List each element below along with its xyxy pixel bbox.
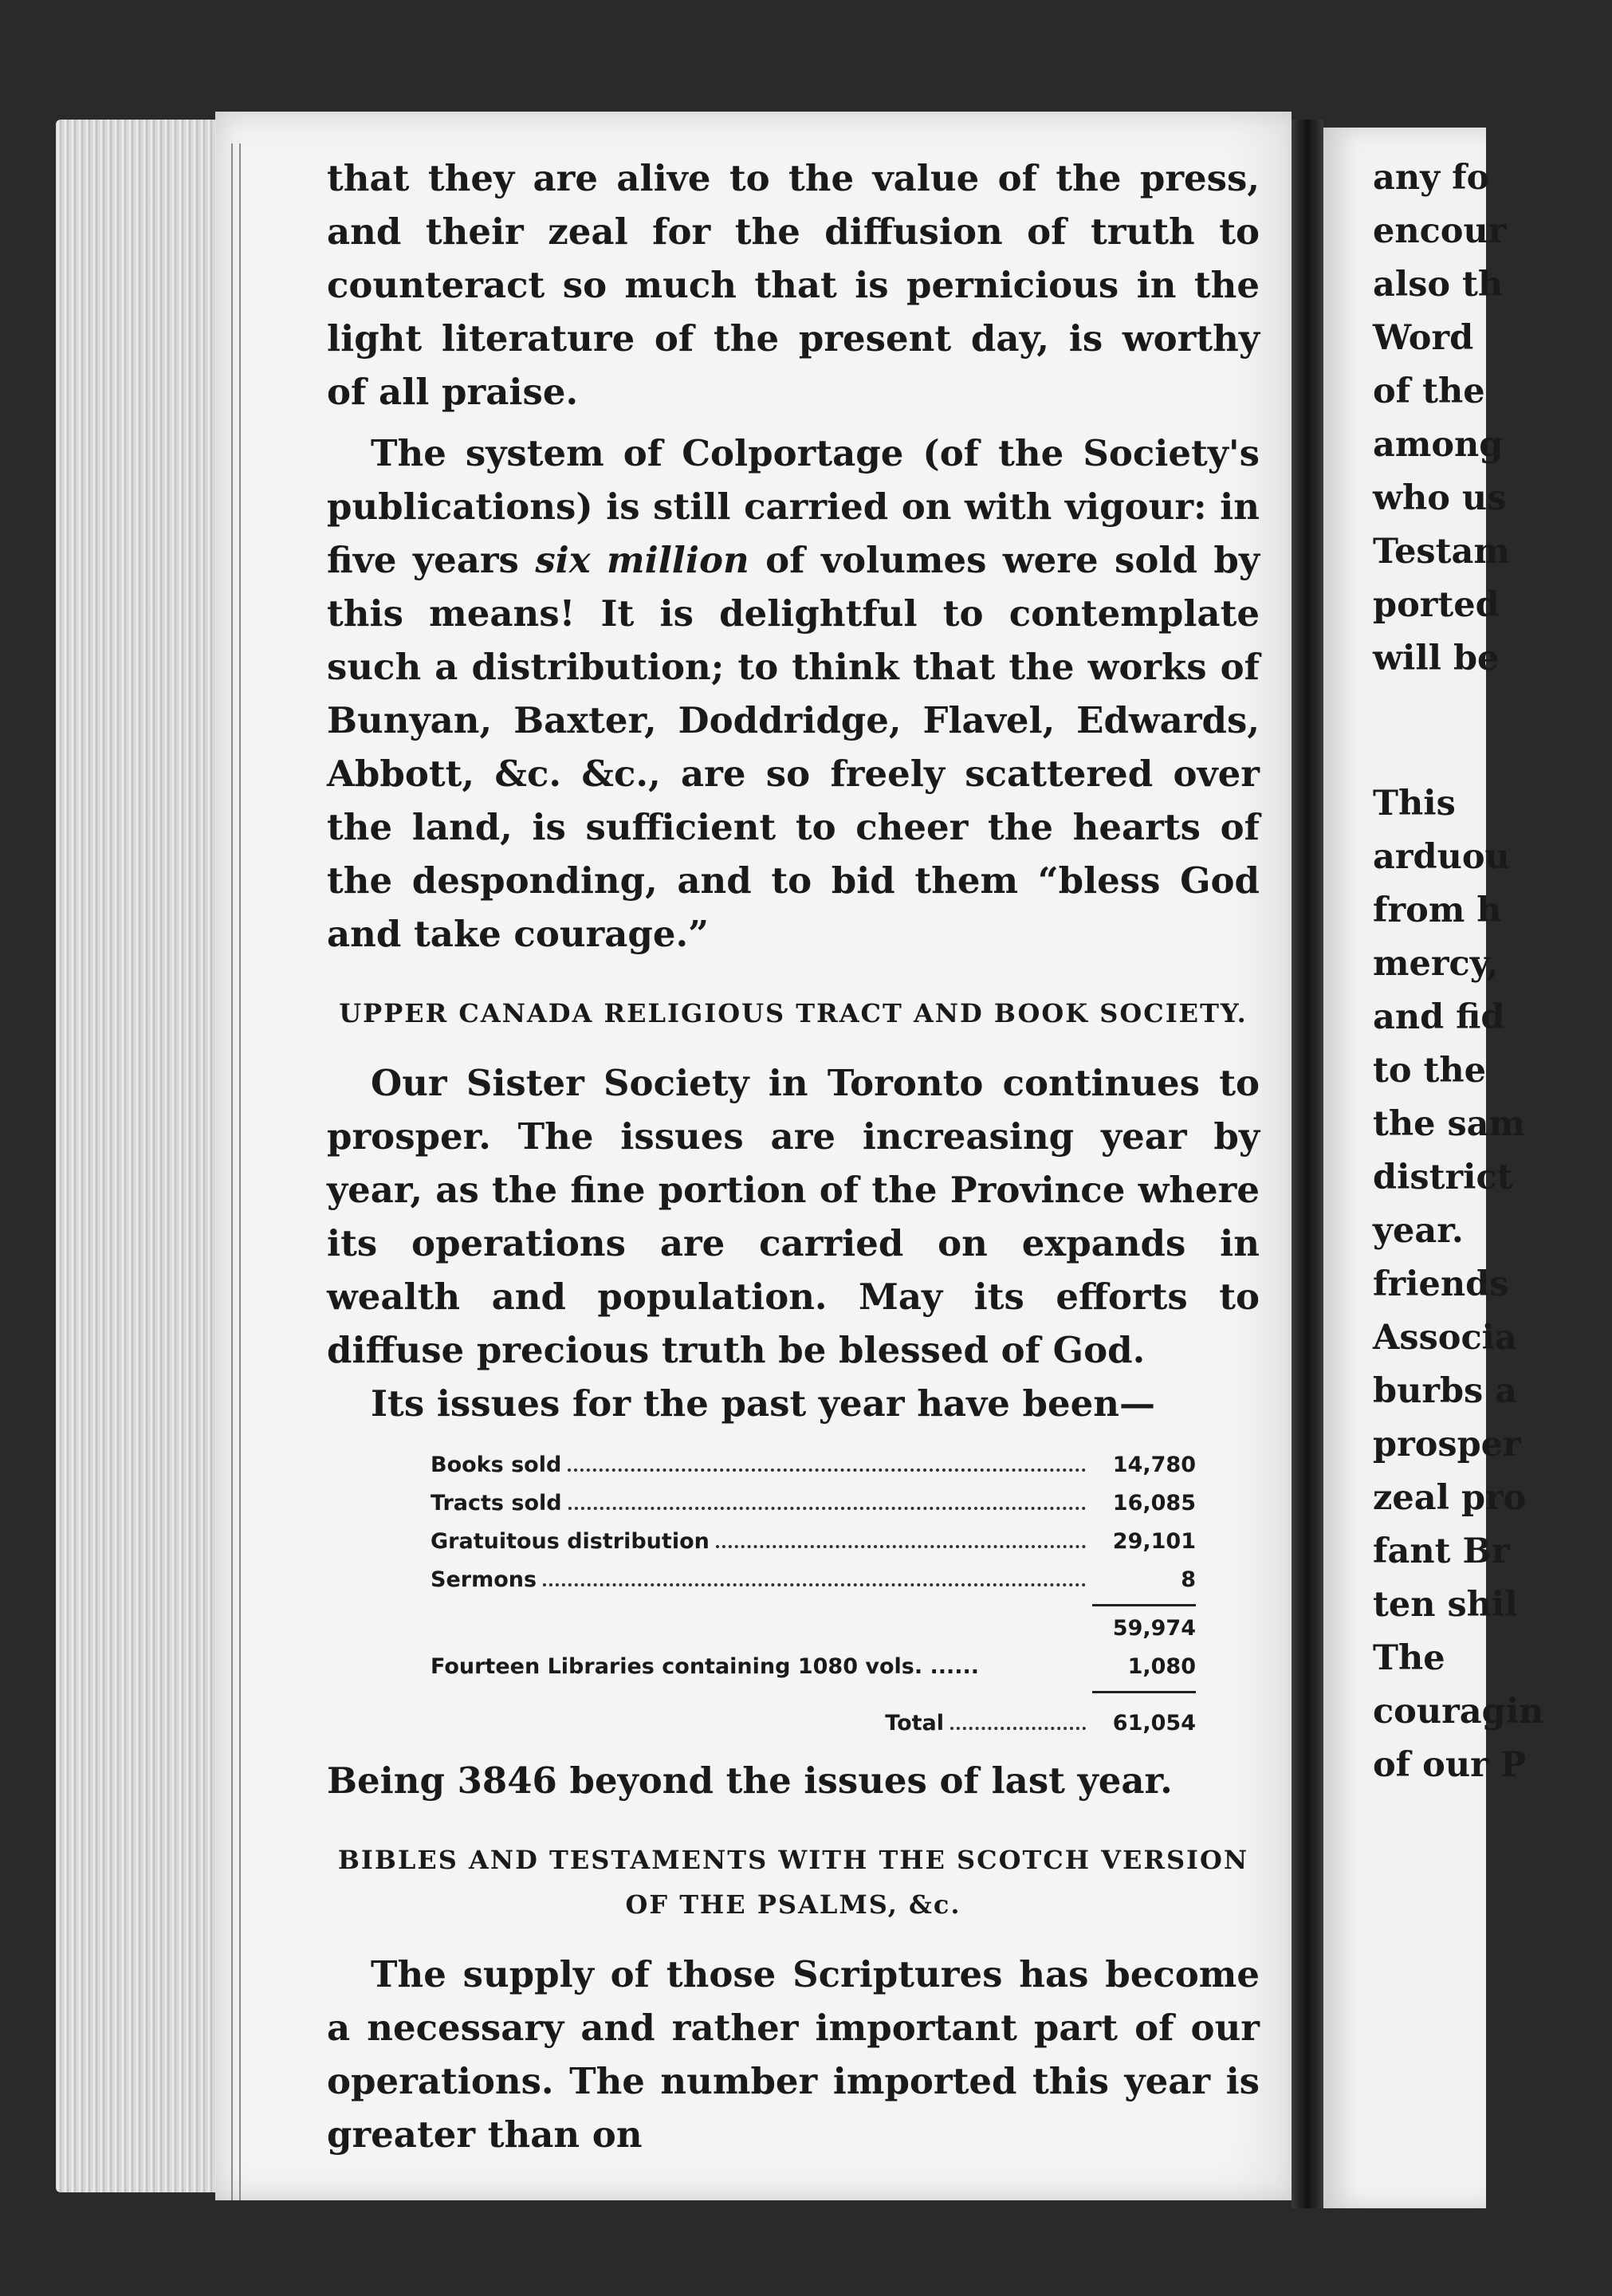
section-heading: BIBLES AND TESTAMENTS WITH THE SCOTCH VERSION OF THE PSALMS, &c. xyxy=(337,1845,1249,1920)
dot-leader xyxy=(950,1727,1086,1730)
right-page-line: fant Br xyxy=(1373,1531,1510,1571)
table-row xyxy=(431,1561,1196,1599)
sum-rule xyxy=(431,1686,1196,1696)
right-page-line: the sam xyxy=(1373,1104,1526,1144)
table-row xyxy=(431,1523,1196,1561)
right-page-line: of our P xyxy=(1373,1745,1527,1785)
paragraph: that they are alive to the value of the press, and their zeal for the diffusion of truth to counteract so much that is pernicious in the light literature of the present day, is worthy of all praise. xyxy=(327,157,1260,413)
page-border-line xyxy=(239,144,241,2200)
right-page-line: mercy, xyxy=(1373,944,1499,984)
right-page-line: zeal pro xyxy=(1373,1478,1527,1518)
right-page-line: burbs a xyxy=(1373,1371,1518,1411)
row-value: 14,780 xyxy=(1112,1453,1196,1477)
right-page-line: arduou xyxy=(1373,837,1510,877)
subtotal-value: 59,974 xyxy=(1112,1616,1196,1641)
right-page-line: prosper xyxy=(1373,1425,1521,1464)
right-page-line: Word xyxy=(1373,318,1474,358)
right-page-line: friends xyxy=(1373,1264,1509,1304)
right-page-line: to the xyxy=(1373,1051,1486,1091)
row-label: Tracts sold xyxy=(431,1491,562,1516)
paragraph-colportage xyxy=(327,427,1260,961)
right-page-line: and fid xyxy=(1373,997,1505,1037)
dot-leader xyxy=(543,1583,1086,1586)
right-page-line: from h xyxy=(1373,890,1502,930)
row-value: 29,101 xyxy=(1112,1529,1196,1554)
text-run: of volumes were sold by this means! It is delightful to contemplate such a distribution; to think that the works of Bunyan, Baxter, Doddridge, Flavel, Edwards, Abbott, &c. &c., are so freely scattered over the land, is sufficient to cheer the hearts of the desponding, and to bid them “bless God and take courage.” xyxy=(327,539,1260,955)
table-row xyxy=(431,1446,1196,1484)
right-page-line: ten shil xyxy=(1373,1585,1518,1625)
right-page-line: district xyxy=(1373,1158,1513,1197)
right-page-line: year. xyxy=(1373,1211,1464,1251)
right-page-line: Testam xyxy=(1373,532,1510,572)
total-value: 61,054 xyxy=(1112,1711,1196,1736)
right-page-line: Associa xyxy=(1373,1318,1517,1358)
right-page-line: will be xyxy=(1373,639,1500,678)
subtotal-row xyxy=(431,1610,1196,1648)
table-row xyxy=(431,1648,1196,1686)
total-row xyxy=(431,1704,1196,1743)
rule-line xyxy=(1092,1604,1196,1606)
dot-leader xyxy=(716,1545,1086,1548)
page-edges xyxy=(56,120,223,2192)
right-page-line: also th xyxy=(1373,265,1504,305)
right-page-line: among xyxy=(1373,425,1504,465)
row-value: 8 xyxy=(1181,1567,1196,1592)
book-gutter xyxy=(1292,120,1323,2208)
table-row xyxy=(431,1484,1196,1523)
left-page-content xyxy=(327,151,1260,2161)
right-page xyxy=(1323,128,1544,2208)
rule-line xyxy=(1092,1691,1196,1693)
right-page-line: The xyxy=(1373,1638,1445,1678)
paragraph: Our Sister Society in Toronto continues to prosper. The issues are increasing year by year, as the fine portion of the Province where its operations are carried on expands in wealth and population. May its efforts to diffuse precious truth be blessed of God. xyxy=(327,1062,1260,1371)
paragraph: Being 3846 beyond the issues of last year. xyxy=(327,1759,1173,1802)
dot-leader xyxy=(568,1468,1086,1472)
row-label: Sermons xyxy=(431,1567,537,1592)
right-page-line: who us xyxy=(1373,478,1507,518)
right-page-line: This xyxy=(1373,784,1456,824)
dot-leader xyxy=(568,1507,1086,1510)
section-heading: UPPER CANADA RELIGIOUS TRACT AND BOOK SOCIETY. xyxy=(339,998,1248,1028)
italic-text: six million xyxy=(535,539,749,581)
row-label: Gratuitous distribution xyxy=(431,1529,710,1554)
right-page-line: any fo xyxy=(1373,158,1490,198)
spacer xyxy=(1373,686,1612,777)
sum-rule xyxy=(431,1599,1196,1610)
row-value: 1,080 xyxy=(1127,1654,1196,1679)
text-run: The system of Colportage (of the Society's publications) is still carried on with vigour: in five years xyxy=(327,432,1260,581)
paragraph: The supply of those Scriptures has become a necessary and rather important part of our operations. The number imported this year is greater than on xyxy=(327,1953,1260,2156)
right-page-line: of the xyxy=(1373,372,1485,411)
paragraph: Its issues for the past year have been— xyxy=(371,1382,1155,1425)
issues-table xyxy=(431,1446,1196,1743)
row-label: Fourteen Libraries containing 1080 vols. ...... xyxy=(431,1654,980,1679)
row-value: 16,085 xyxy=(1112,1491,1196,1516)
page-border-line xyxy=(231,144,233,2200)
right-page-line: ported xyxy=(1373,585,1500,625)
total-label: Total xyxy=(885,1711,944,1736)
right-page-line: couragin xyxy=(1373,1692,1544,1732)
right-page-text xyxy=(1373,151,1612,1792)
right-page-line: encour xyxy=(1373,211,1507,251)
row-label: Books sold xyxy=(431,1453,562,1477)
